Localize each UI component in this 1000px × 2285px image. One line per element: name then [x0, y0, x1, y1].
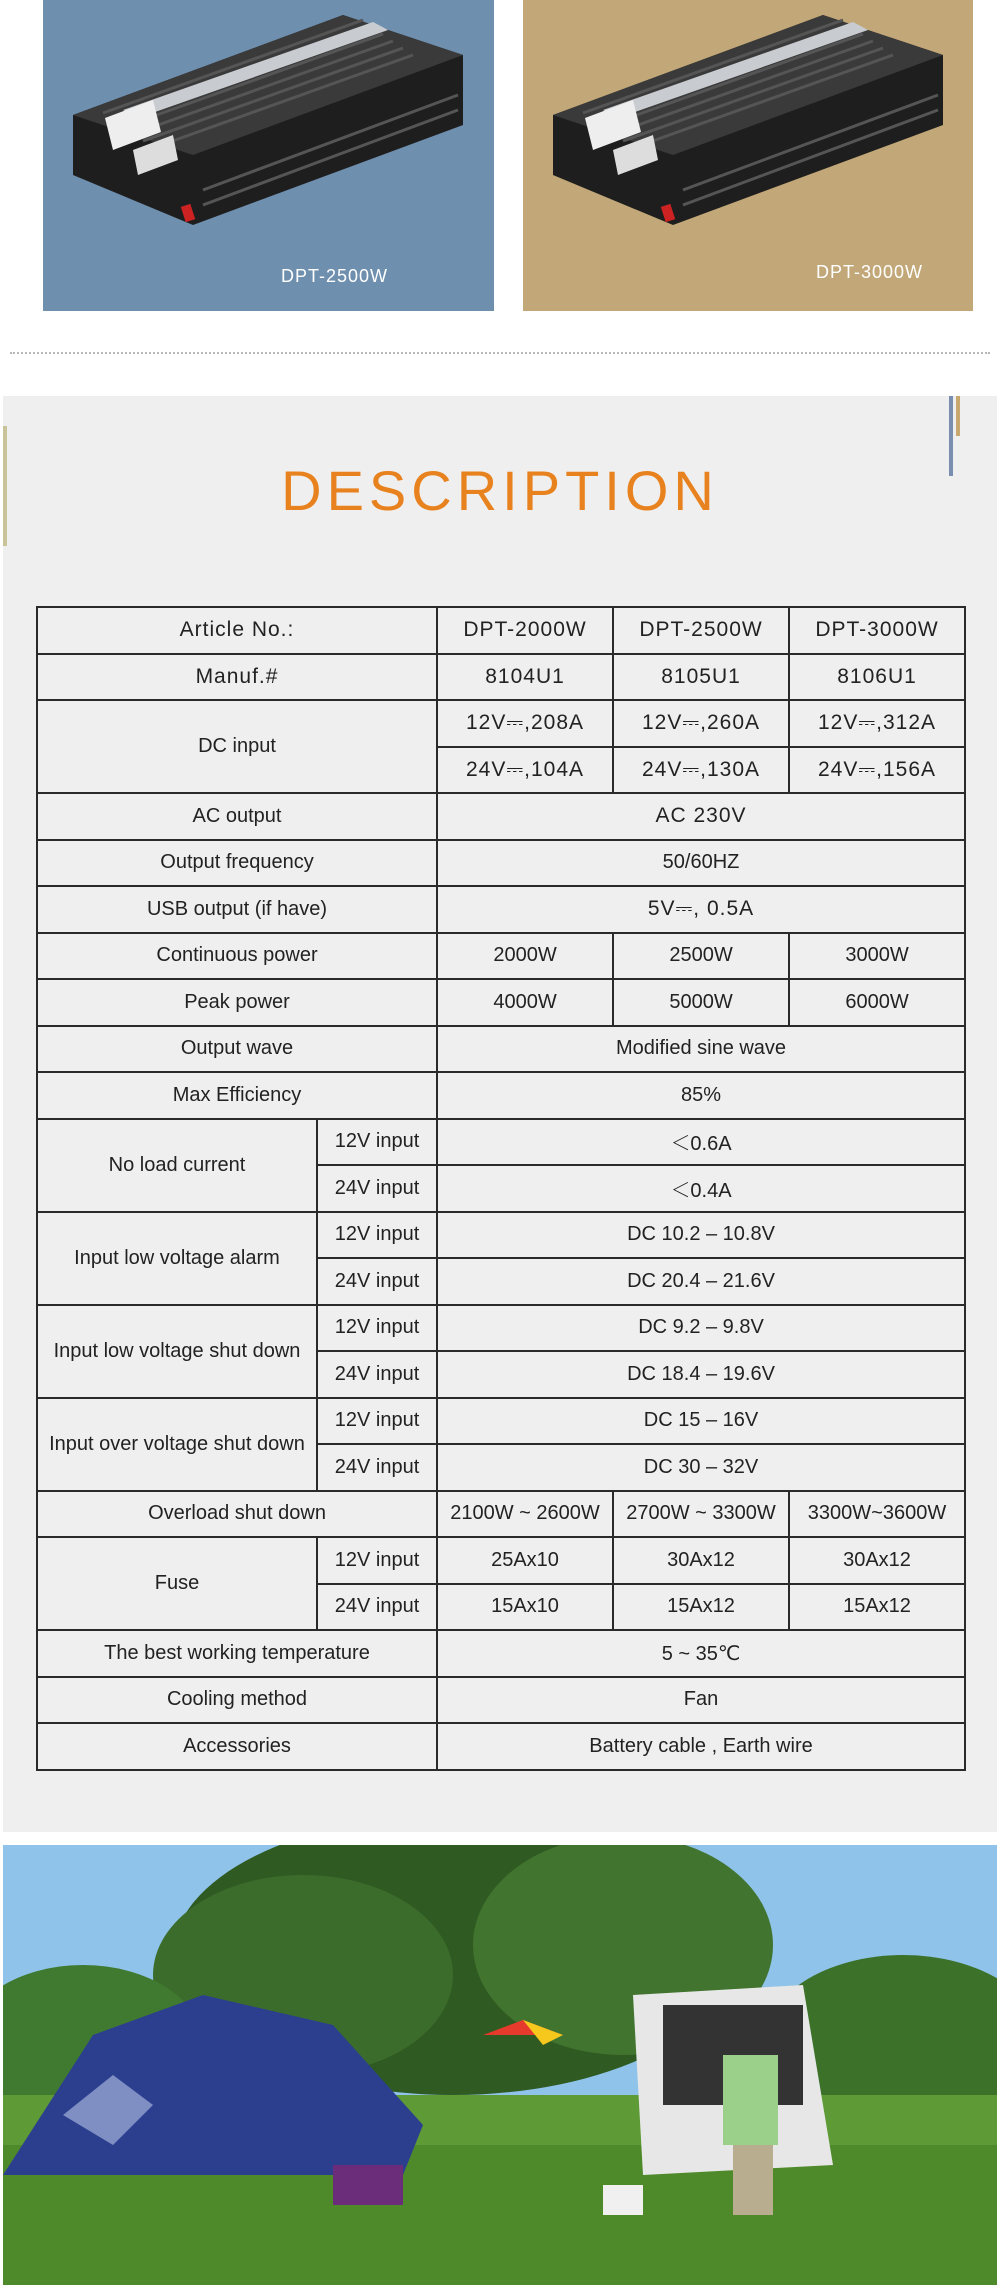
ac-output-value: AC 230V	[437, 793, 965, 840]
row-alarm-12	[37, 1212, 965, 1259]
label-overload: Overload shut down	[37, 1491, 437, 1538]
label-overshut: Input over voltage shut down	[37, 1398, 317, 1491]
input-24v-label: 24V input	[317, 1444, 437, 1491]
label-fuse: Fuse	[37, 1537, 317, 1630]
dc-input-cell: 24V⎓,130A	[613, 747, 789, 794]
dc-input-cell: 12V⎓,260A	[613, 700, 789, 747]
input-12v-label: 12V input	[317, 1305, 437, 1352]
frequency-value: 50/60HZ	[437, 840, 965, 887]
spec-table	[36, 606, 966, 1771]
row-dc-input-12	[37, 700, 965, 747]
model-cell: DPT-2500W	[613, 607, 789, 654]
row-efficiency	[37, 1072, 965, 1119]
overload-cell: 3300W~3600W	[789, 1491, 965, 1538]
lowshut-12-value: DC 9.2 – 9.8V	[437, 1305, 965, 1352]
fuse-cell: 15Ax12	[789, 1584, 965, 1631]
dc-input-cell: 12V⎓,312A	[789, 700, 965, 747]
label-accessories: Accessories	[37, 1723, 437, 1770]
row-accessories	[37, 1723, 965, 1770]
input-24v-label: 24V input	[317, 1351, 437, 1398]
row-peak	[37, 979, 965, 1026]
lowshut-24-value: DC 18.4 – 19.6V	[437, 1351, 965, 1398]
fuse-cell: 30Ax12	[613, 1537, 789, 1584]
label-usb: USB output (if have)	[37, 886, 437, 933]
input-12v-label: 12V input	[317, 1398, 437, 1445]
fuse-cell: 25Ax10	[437, 1537, 613, 1584]
fuse-cell: 15Ax12	[613, 1584, 789, 1631]
model-cell: DPT-3000W	[789, 607, 965, 654]
label-article: Article No.:	[37, 607, 437, 654]
manuf-cell: 8106U1	[789, 654, 965, 701]
overshut-12-value: DC 15 – 16V	[437, 1398, 965, 1445]
usb-value: 5V⎓, 0.5A	[437, 886, 965, 933]
dc-input-cell: 24V⎓,156A	[789, 747, 965, 794]
manuf-cell: 8105U1	[613, 654, 789, 701]
row-wave	[37, 1026, 965, 1073]
fuse-cell: 15Ax10	[437, 1584, 613, 1631]
input-12v-label: 12V input	[317, 1537, 437, 1584]
manuf-cell: 8104U1	[437, 654, 613, 701]
continuous-cell: 3000W	[789, 933, 965, 980]
row-noload-12	[37, 1119, 965, 1166]
row-overshut-12	[37, 1398, 965, 1445]
description-title: DESCRIPTION	[281, 459, 719, 522]
alarm-24-value: DC 20.4 – 21.6V	[437, 1258, 965, 1305]
dc-input-cell: 12V⎓,208A	[437, 700, 613, 747]
label-peak: Peak power	[37, 979, 437, 1026]
row-cooling	[37, 1677, 965, 1724]
row-temperature	[37, 1630, 965, 1677]
dotted-divider	[10, 352, 990, 354]
overshut-24-value: DC 30 – 32V	[437, 1444, 965, 1491]
label-continuous: Continuous power	[37, 933, 437, 980]
row-article	[37, 607, 965, 654]
peak-cell: 4000W	[437, 979, 613, 1026]
row-fuse-12	[37, 1537, 965, 1584]
description-panel	[3, 396, 997, 1832]
temperature-value: 5 ~ 35℃	[437, 1630, 965, 1677]
label-temperature: The best working temperature	[37, 1630, 437, 1677]
peak-cell: 6000W	[789, 979, 965, 1026]
label-lowshut: Input low voltage shut down	[37, 1305, 317, 1398]
alarm-12-value: DC 10.2 – 10.8V	[437, 1212, 965, 1259]
label-manuf: Manuf.#	[37, 654, 437, 701]
label-noload: No load current	[37, 1119, 317, 1212]
input-12v-label: 12V input	[317, 1119, 437, 1166]
label-frequency: Output frequency	[37, 840, 437, 887]
label-efficiency: Max Efficiency	[37, 1072, 437, 1119]
label-wave: Output wave	[37, 1026, 437, 1073]
inverter-illustration	[43, 0, 494, 311]
model-cell: DPT-2000W	[437, 607, 613, 654]
product-caption: DPT-3000W	[816, 262, 924, 282]
overload-cell: 2100W ~ 2600W	[437, 1491, 613, 1538]
accessories-value: Battery cable , Earth wire	[437, 1723, 965, 1770]
accent-bar-right-tan	[956, 396, 960, 436]
camping-photo	[3, 1845, 997, 2285]
label-cooling: Cooling method	[37, 1677, 437, 1724]
label-dc-input: DC input	[37, 700, 437, 793]
label-alarm: Input low voltage alarm	[37, 1212, 317, 1305]
efficiency-value: 85%	[437, 1072, 965, 1119]
row-usb	[37, 886, 965, 933]
overload-cell: 2700W ~ 3300W	[613, 1491, 789, 1538]
row-manuf	[37, 654, 965, 701]
input-12v-label: 12V input	[317, 1212, 437, 1259]
product-image-dpt-3000w	[523, 0, 973, 311]
peak-cell: 5000W	[613, 979, 789, 1026]
noload-24-value: ＜0.4A	[437, 1165, 965, 1212]
row-ac-output	[37, 793, 965, 840]
row-continuous	[37, 933, 965, 980]
wave-value: Modified sine wave	[437, 1026, 965, 1073]
row-overload	[37, 1491, 965, 1538]
product-image-dpt-2500w	[43, 0, 494, 311]
noload-12-value: ＜0.6A	[437, 1119, 965, 1166]
cooling-value: Fan	[437, 1677, 965, 1724]
product-caption: DPT-2500W	[281, 266, 389, 286]
label-ac-output: AC output	[37, 793, 437, 840]
input-24v-label: 24V input	[317, 1584, 437, 1631]
dc-input-cell: 24V⎓,104A	[437, 747, 613, 794]
camping-scene-illustration	[3, 1845, 997, 2285]
fuse-cell: 30Ax12	[789, 1537, 965, 1584]
row-frequency	[37, 840, 965, 887]
input-24v-label: 24V input	[317, 1258, 437, 1305]
input-24v-label: 24V input	[317, 1165, 437, 1212]
row-lowshut-12	[37, 1305, 965, 1352]
continuous-cell: 2000W	[437, 933, 613, 980]
continuous-cell: 2500W	[613, 933, 789, 980]
